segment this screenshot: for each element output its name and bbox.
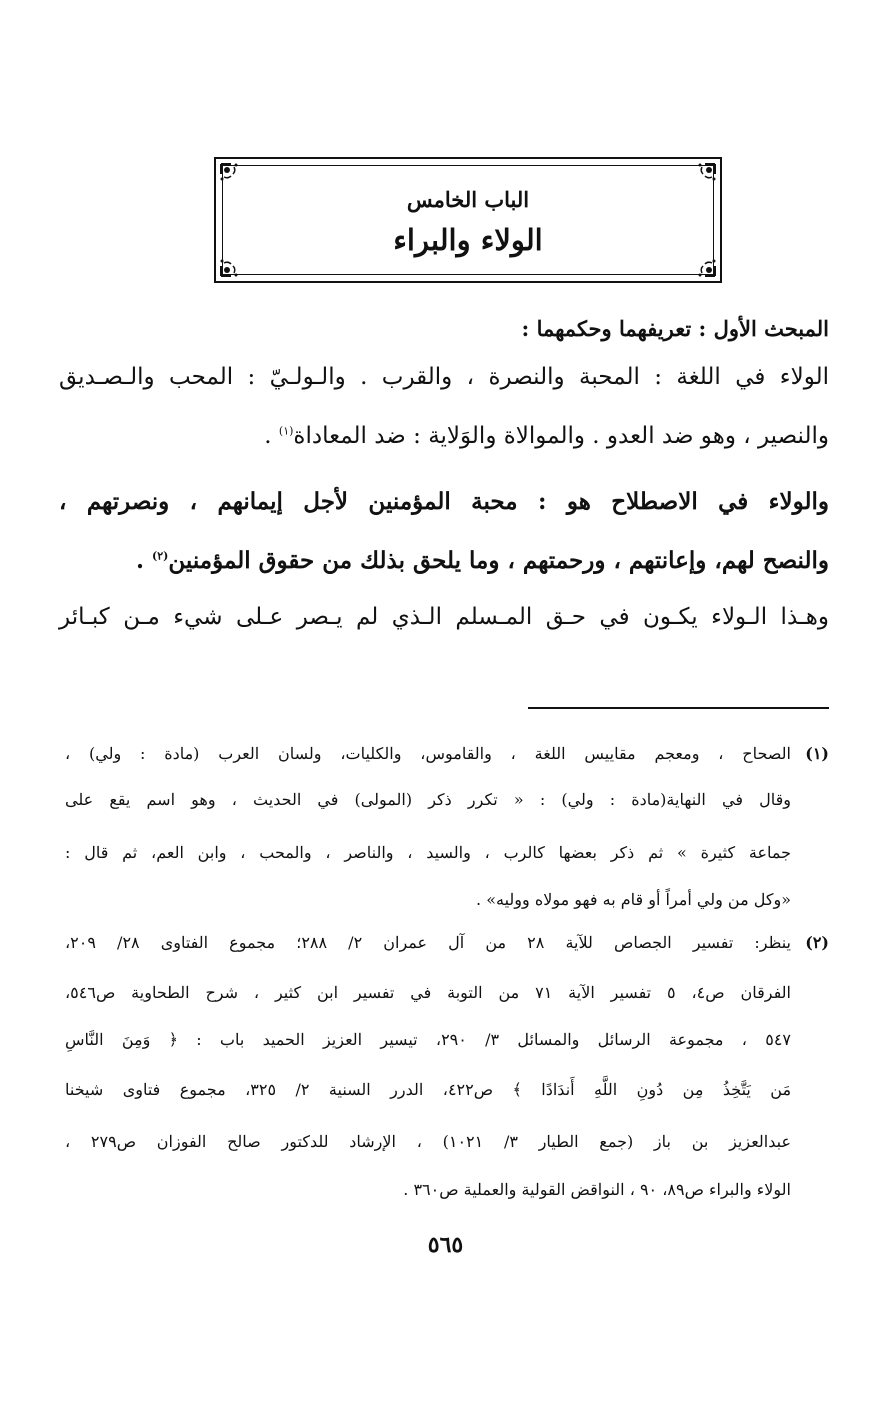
footnote-line: الصحاح ، ومعجم مقاييس اللغة ، والقاموس، والكليات، ولسان العرب (مادة : ولي) ، [65,744,791,763]
body-line [59,364,829,390]
footnote-ref[interactable]: (٢) [152,549,169,563]
body-line-text: الولاء في اللغة : المحبة والنصرة ، والقرب . والـولـيّ : المحب والـصـديق [59,364,829,390]
frame-inner-border [222,165,714,275]
corner-ornament-icon [218,161,244,187]
footnote-separator [528,707,829,709]
footnote-line: وقال في النهاية(مادة : ولي) : « تكرر ذكر (المولى) في الحديث ، وهو اسم يقع على [65,790,791,809]
body-line [59,488,829,515]
footnote-line: عبدالعزيز بن باز (جمع الطيار ٣/ ١٠٢١) ، الإرشاد للدكتور صالح الفوزان ص٢٧٩ ، [65,1132,792,1151]
body-line-end: . [136,547,153,574]
footnote-line: مَن يَتَّخِذُ مِن دُونِ اللَّهِ أَندَادًا ﴾ ص٤٢٢، الدرر السنية ٢/ ٣٢٥، مجموع فتاوى شيخنا [65,1080,792,1099]
body-line-end: . [264,423,279,449]
footnote-ref[interactable]: (١) [278,424,294,438]
footnote-line: ينظر: تفسير الجصاص للآية ٢٨ من آل عمران ٢/ ٢٨٨؛ مجموع الفتاوى ٢٨/ ٢٠٩، [65,933,792,952]
footnote-line: «وكل من ولي أمراً أو قام به فهو مولاه ووليه» . [476,890,791,909]
footnote-number: (١) [805,744,829,763]
body-line [59,547,829,574]
body-line-text: وهـذا الـولاء يكـون في حـق المـسلم الـذي لم يـصر عـلى شيء مـن كبـائر [59,604,829,630]
chapter-label: الباب الخامس [406,187,530,212]
footnote-line: الفرقان ص٤، ٥ تفسير الآية ٧١ من التوبة في تفسير ابن كثير ، شرح الطحاوية ص٥٤٦، [65,983,791,1002]
corner-ornament-icon [692,161,718,187]
section-heading: المبحث الأول : تعريفهما وحكمهما : [521,316,829,341]
page-number: ٥٦٥ [427,1232,464,1258]
footnote-line: جماعة كثيرة » ثم ذكر بعضها كالرب ، والسيد ، والناصر ، والمحب ، وابن العم، ثم قال : [65,843,791,862]
footnote-line: ٥٤٧ ، مجموعة الرسائل والمسائل ٣/ ٢٩٠، تيسير العزيز الحميد باب : ﴿ وَمِنَ النَّاسِ [65,1030,791,1049]
body-line-text: والنصح لهم، وإعانتهم ، ورحمتهم ، وما يلحق بذلك من حقوق المؤمنين [168,547,829,574]
body-line [59,423,829,449]
chapter-title: الولاء والبراء [393,223,543,257]
body-line [59,604,829,630]
chapter-header-frame [214,157,722,283]
footnote-line: الولاء والبراء ص٨٩، ٩٠ ، النواقض القولية والعملية ص٣٦٠ . [403,1180,791,1199]
footnote-number: (٢) [805,933,829,952]
body-line-text: والولاء في الاصطلاح هو : محبة المؤمنين لأجل إيمانهم ، ونصرتهم ، [59,488,829,515]
body-line-text: والنصير ، وهو ضد العدو . والموالاة والوَلاية : ضد المعاداة [293,423,829,449]
